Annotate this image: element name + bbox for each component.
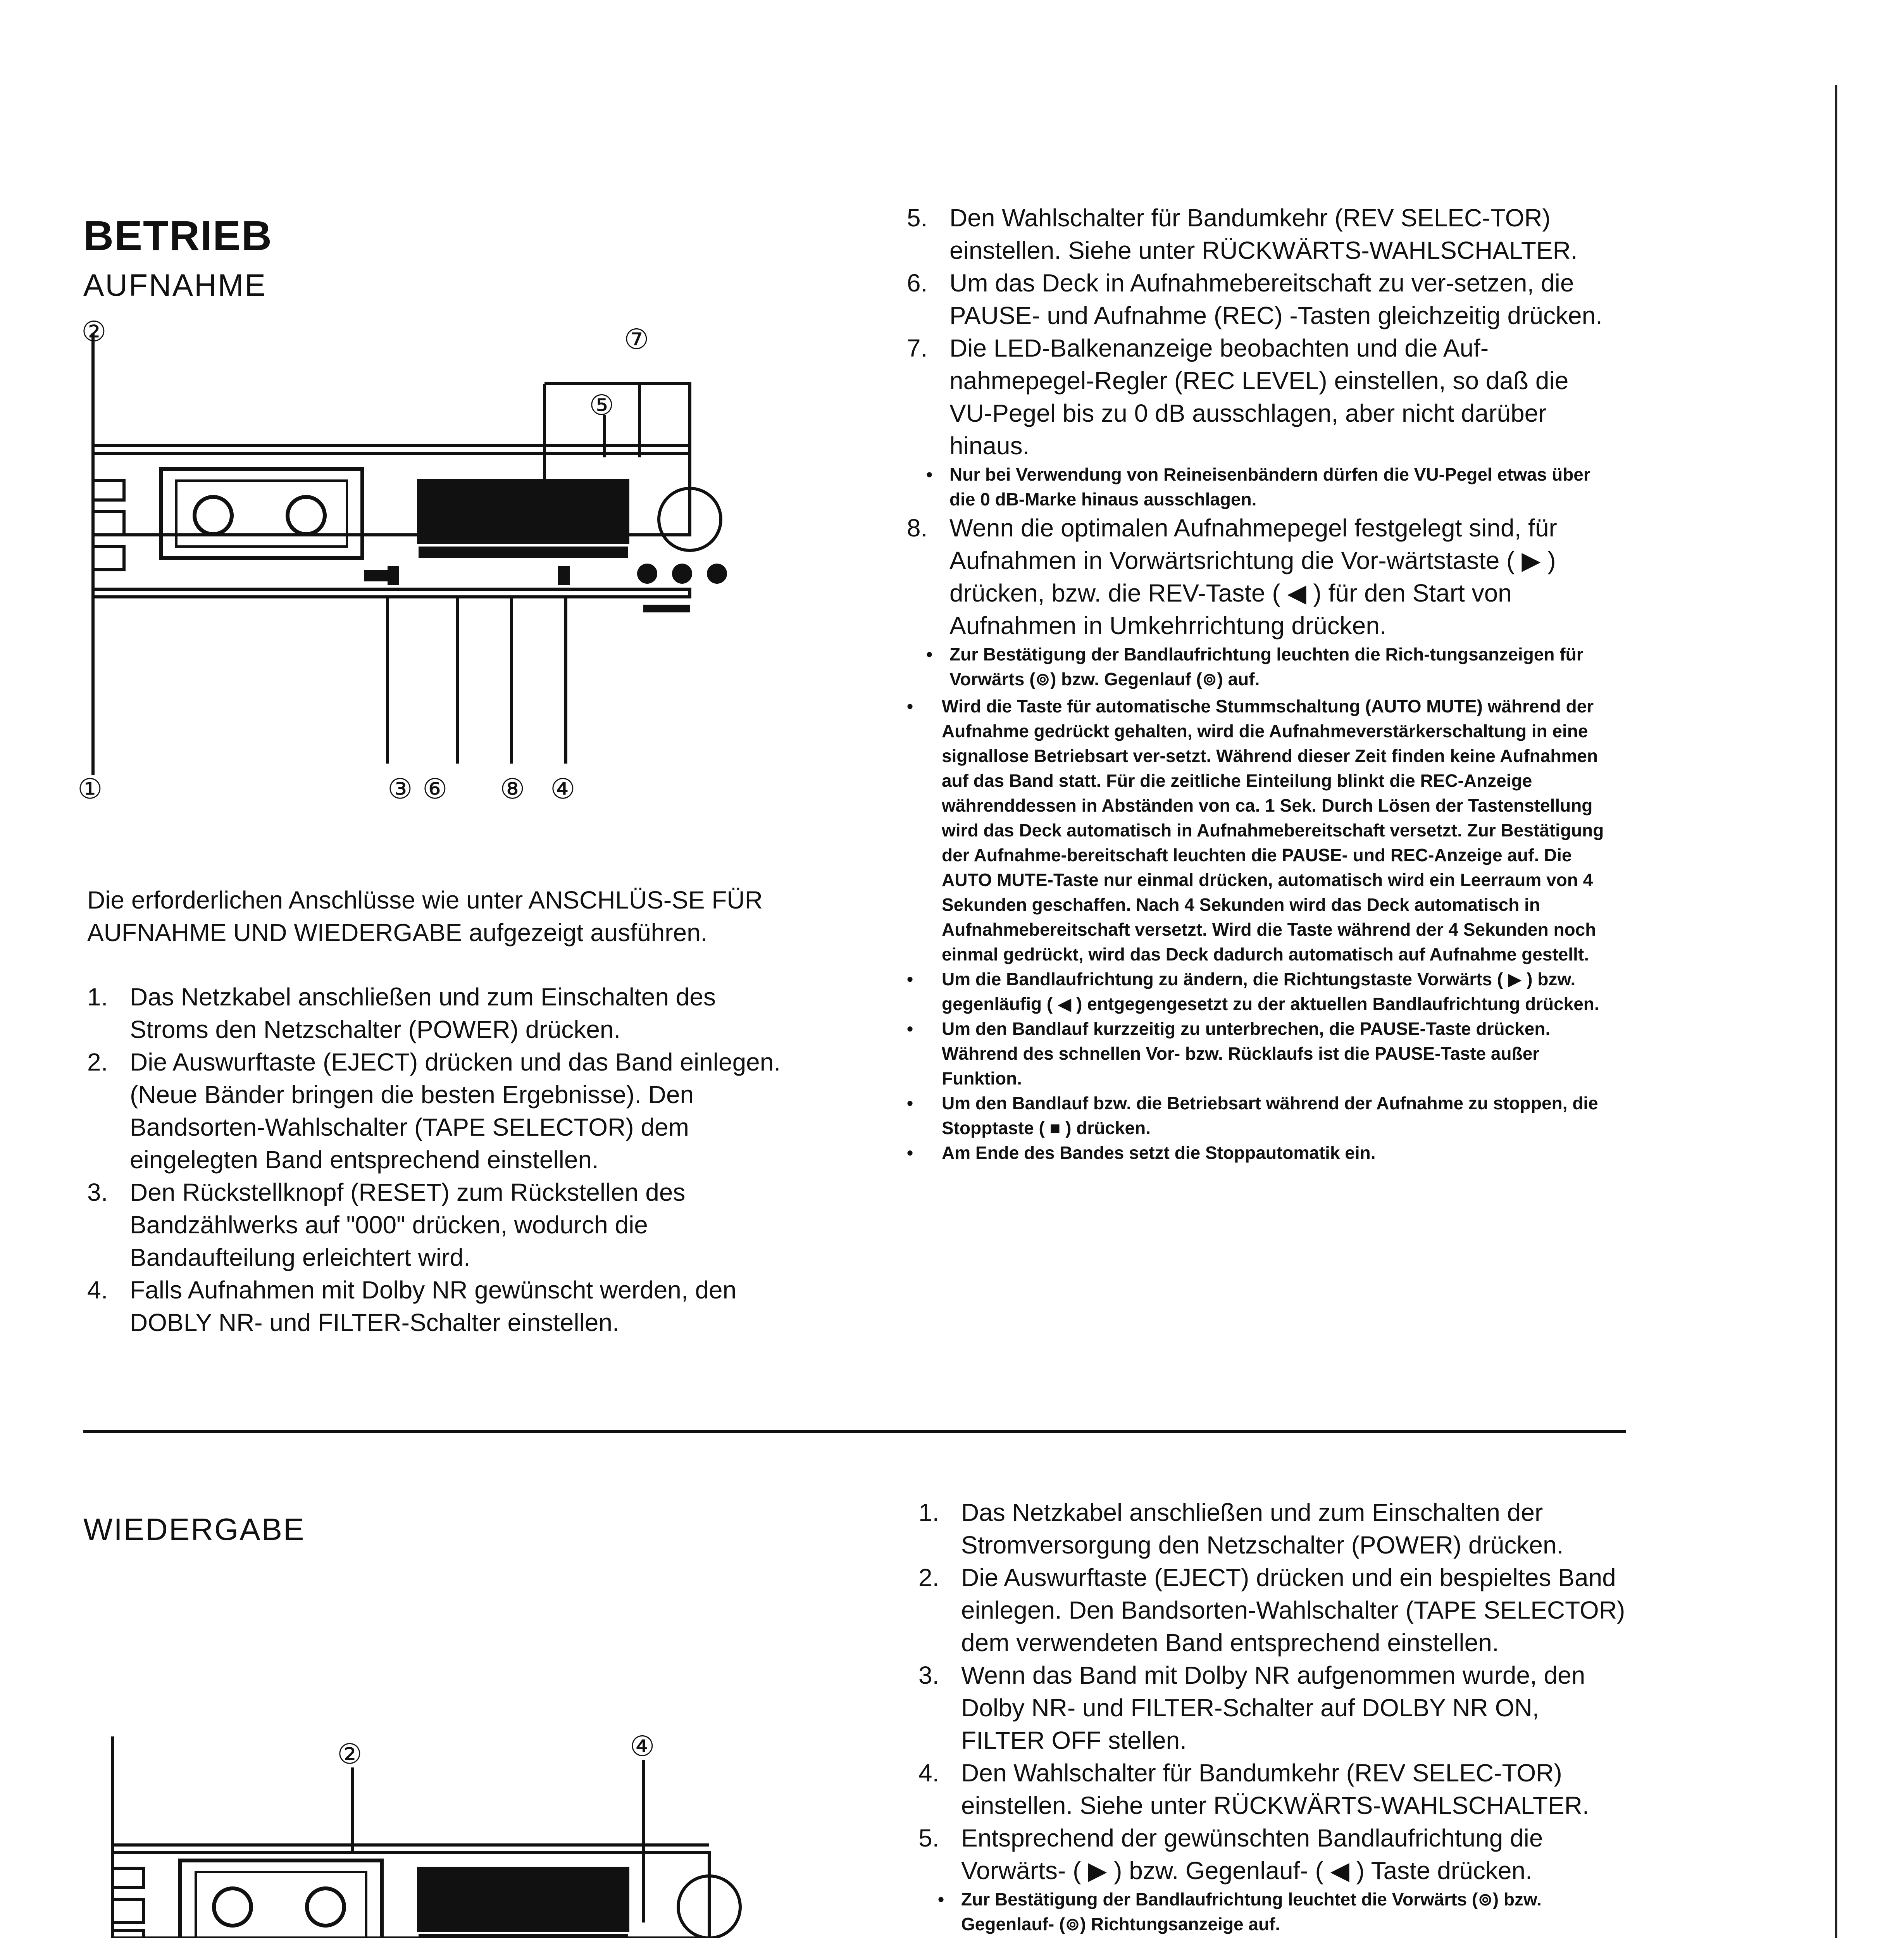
- label-8: ⑧: [500, 772, 525, 805]
- label-3: ③: [388, 772, 413, 805]
- playback-step: 3. Wenn das Band mit Dolby NR aufgenommen wurde, den Dolby NR- und FILTER-Schalter auf DOLBY NR ON, FILTER OFF stellen.: [918, 1661, 1585, 1754]
- label-2: ②: [337, 1738, 362, 1770]
- playback-steps: [918, 1496, 1628, 1938]
- label-1: ①: [78, 772, 103, 805]
- list-item: • Um den Bandlauf bzw. die Betriebsart während der Aufnahme zu stoppen, die Stopptaste ( ■ ) drücken.: [907, 1093, 1598, 1138]
- list-item: • Um den Bandlauf kurzzeitig zu unterbrechen, die PAUSE-Taste drücken. Während des schnellen Vor- bzw. Rücklaufs ist die PAUSE-Taste außer Funktion.: [907, 1019, 1551, 1088]
- recording-note-8: • Zur Bestätigung der Bandlaufrichtung leuchten die Rich-tungsanzeigen für Vorwärts (⊚) bzw. Gegenlauf (⊚) auf.: [926, 644, 1584, 689]
- recording-note-7: • Nur bei Verwendung von Reineisenbändern dürfen die VU-Pegel etwas über die 0 dB-Marke hinaus ausschlagen.: [926, 464, 1590, 509]
- recording-step: 8. Wenn die optimalen Aufnahmepegel festgelegt sind, für Aufnahmen in Vorwärtsrichtung die Vor-wärtstaste ( ▶ ) drücken, bzw. die REV-Taste ( ◀ ) für den Start von Aufnahmen in Umkehrrichtung drücken.: [907, 514, 1557, 640]
- recording-intro: Die erforderlichen Anschlüsse wie unter ANSCHLÜS-SE FÜR AUFNAHME UND WIEDERGABE aufgezeigt ausführen.: [87, 886, 763, 947]
- section-title: BETRIEB: [83, 212, 273, 259]
- list-item: • Am Ende des Bandes setzt die Stoppautomatik ein.: [907, 1143, 1376, 1163]
- list-item: • Wird die Taste für automatische Stummschaltung (AUTO MUTE) während der Aufnahme gedrückt gehalten, wird die Aufnahmeverstärkerschaltung in eine signallose Betriebsart ver-setzt. Während dieser Zeit finden keine Aufnahmen auf das Band statt. Für die zeitliche Einteilung blinkt die REC-Anzeige währenddessen in Abständen von ca. 1 Sek. Durch Lösen der Tastenstellung wird das Deck automatisch in Aufnahmebereitschaft versetzt. Zur Bestätigung der Aufnahme-bereitschaft leuchten die PAUSE- und REC-Anzeige auf. Die AUTO MUTE-Taste nur einmal drücken, automatisch wird ein Leerraum von 4 Sekunden geschaffen. Nach 4 Sekunden wird das Deck automatisch in Aufnahmebereitschaft versetzt. Wird die Taste während der 4 Sekunden noch einmal gedrückt, wird das Deck dadurch automatisch auf Aufnahme gestellt.: [907, 696, 1604, 964]
- recording-steps-left: [87, 981, 796, 1339]
- page-edge-line: [1835, 85, 1837, 1938]
- playback-note-5: • Zur Bestätigung der Bandlaufrichtung leuchtet die Vorwärts (⊚) bzw. Gegenlauf- (⊚) Richtungsanzeige auf.: [938, 1889, 1542, 1934]
- section-subtitle: AUFNAHME: [83, 268, 267, 302]
- playback-step: 1. Das Netzkabel anschließen und zum Einschalten der Stromversorgung den Netzschalter (POWER) drücken.: [918, 1498, 1564, 1559]
- recording-step: 6. Um das Deck in Aufnahmebereitschaft zu ver-setzen, die PAUSE- und Aufnahme (REC) -Tasten gleichzeitig drücken.: [907, 269, 1602, 329]
- recording-steps-right: [907, 202, 1616, 1165]
- label-2: ②: [81, 315, 107, 348]
- recording-step: 4. Falls Aufnahmen mit Dolby NR gewünscht werden, den DOBLY NR- und FILTER-Schalter einstellen.: [87, 1276, 737, 1336]
- recording-deck-diagram: [70, 315, 775, 822]
- section-divider: [83, 1430, 1626, 1433]
- label-4: ④: [550, 772, 576, 805]
- recording-bullets: [907, 694, 1616, 1165]
- playback-deck-diagram: [89, 1730, 794, 1938]
- label-4: ④: [630, 1730, 655, 1762]
- list-item: • Um die Bandlaufrichtung zu ändern, die Richtungstaste Vorwärts ( ▶ ) bzw. gegenläufig ( ◀ ) entgegengesetzt zu der aktuellen Bandlaufrichtung drücken.: [907, 969, 1599, 1014]
- recording-step: 5. Den Wahlschalter für Bandumkehr (REV SELEC-TOR) einstellen. Siehe unter RÜCKWÄRTS-WAHLSCHALTER.: [907, 204, 1578, 264]
- label-7: ⑦: [624, 323, 649, 355]
- label-5: ⑤: [589, 389, 614, 421]
- playback-step: 4. Den Wahlschalter für Bandumkehr (REV SELEC-TOR) einstellen. Siehe unter RÜCKWÄRTS-WAHLSCHALTER.: [918, 1759, 1589, 1819]
- playback-bullets: [918, 1936, 1628, 1938]
- recording-step: 1. Das Netzkabel anschließen und zum Einschalten des Stroms den Netzschalter (POWER) drücken.: [87, 983, 716, 1043]
- label-6: ⑥: [422, 772, 448, 805]
- recording-step: 2. Die Auswurftaste (EJECT) drücken und das Band einlegen. (Neue Bänder bringen die besten Ergebnisse). Den Bandsorten-Wahlschalter (TAPE SELECTOR) dem eingelegten Band entsprechend einstellen.: [87, 1048, 781, 1174]
- recording-step: 3. Den Rückstellknopf (RESET) zum Rückstellen des Bandzählwerks auf "000" drücken, wodurch die Bandaufteilung erleichtert wird.: [87, 1178, 686, 1271]
- recording-step: 7. Die LED-Balkenanzeige beobachten und die Auf-nahmepegel-Regler (REC LEVEL) einstellen, so daß die VU-Pegel bis zu 0 dB ausschlagen, aber nicht darüber hinaus.: [907, 334, 1569, 460]
- list-item: [918, 1936, 1628, 1938]
- playback-step: 5. Entsprechend der gewünschten Bandlaufrichtung die Vorwärts- ( ▶ ) bzw. Gegenlauf- ( ◀ ) Taste drücken.: [918, 1824, 1543, 1885]
- playback-title: WIEDERGABE: [83, 1512, 305, 1547]
- playback-step: 2. Die Auswurftaste (EJECT) drücken und ein bespieltes Band einlegen. Den Bandsorten-Wahlschalter (TAPE SELECTOR) dem verwendeten Band entsprechend einstellen.: [918, 1564, 1625, 1657]
